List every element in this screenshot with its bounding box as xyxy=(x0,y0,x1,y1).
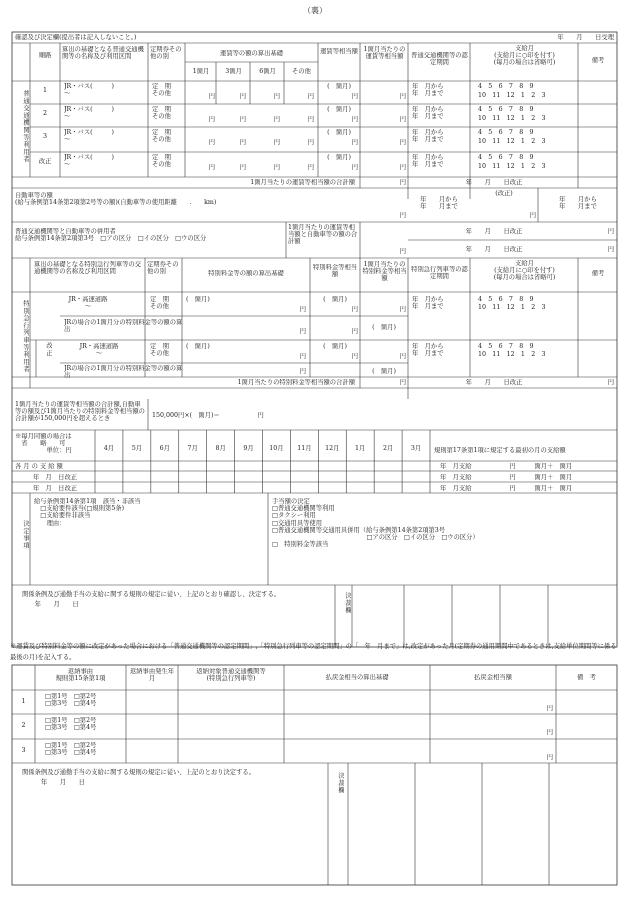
schedule-month-header: 12月 xyxy=(325,445,340,452)
page-title: （裏） xyxy=(303,6,327,15)
route-number-header: 順路 xyxy=(38,52,52,59)
schedule-month-header: 10月 xyxy=(269,445,284,452)
refund-reason-header: 返納事由 規則第15条第1項 xyxy=(55,668,106,683)
payment-month-header: 支給月 (支給月に○印を付す) (毎月の場合は省略可) xyxy=(493,45,556,67)
commute-ticket-type: 定 期 その他 xyxy=(152,83,171,98)
vehicle-period-2: 年 月から 年 月まで xyxy=(559,196,597,211)
commute-monthly-yen: 円 xyxy=(399,93,406,100)
commute-equiv-yen: 円 xyxy=(351,139,358,146)
commute-fare-1month-yen: 円 xyxy=(208,93,215,100)
express-remarks-header: 備考 xyxy=(591,270,605,277)
vehicle-revision-yen: 円 xyxy=(529,212,536,219)
commute-fare-1month-yen: 円 xyxy=(208,164,215,171)
pay-line-3: 年 月支給 円 箇月＋ 箇月 xyxy=(440,485,573,492)
schedule-month-header: 11月 xyxy=(297,445,312,452)
commute-period: 年 月から 年 月まで xyxy=(412,129,444,144)
fare-other-header: その他 xyxy=(292,68,311,75)
express-total-label: 1箇月当たりの特別料金等相当額の合計額 xyxy=(237,379,355,386)
refund-remarks-header: 備 考 xyxy=(577,674,596,681)
commute-total-label: 1箇月当たりの運賃等相当額の合計額 xyxy=(250,179,355,186)
commute-ticket-type: 定 期 その他 xyxy=(152,129,171,144)
express-ticket-1: 定 期 その他 xyxy=(150,296,169,311)
rule17-label: 規則第17条第1項に規定する最初の月の支給額 xyxy=(434,447,566,454)
refund-amount-yen: 円 xyxy=(546,705,553,712)
combined-total-yen: 円 xyxy=(399,248,406,255)
jr-months-2: ( 箇月) xyxy=(372,368,396,375)
express-months-row2-2: 10 11 12 1 2 3 xyxy=(478,351,546,358)
schedule-month-header: 5月 xyxy=(131,445,143,452)
commute-fare-1month-yen: 円 xyxy=(208,116,215,123)
schedule-row-monthly: 各 月 の 支 給 額 xyxy=(15,463,63,470)
remarks-header: 備考 xyxy=(591,57,605,64)
commute-months-row1: 4 5 6 7 8 9 xyxy=(478,83,534,90)
commute-row-number: 3 xyxy=(42,133,47,140)
revision-note: ※運賃及び特別料金等の額に改定があった場合における「普通交通機関等の認定期間」,「特別急行列車等の認定期間」の「 年 月まで」は,改定があった月(定期券の通用期間中であるときは,支給単位期間等に係る最後の月)を記入する。 xyxy=(10,643,617,661)
refund-reason-checks: □第1号 □第2号 □第3号 □第4号 xyxy=(45,742,97,757)
commute-row-number: 2 xyxy=(42,110,47,117)
confirmation-text: 関係条例及び通勤手当の支給に関する規則の規定に従い、上記のとおり確認し、決定する。 年 月 日 xyxy=(22,591,281,609)
express-amount-yen-1: 円 xyxy=(351,306,358,313)
jr-yen-1: 円 xyxy=(299,328,306,335)
commute-period: 年 月から 年 月まで xyxy=(412,83,444,98)
refund-basis-header: 払戻金相当の算出基礎 xyxy=(325,674,389,681)
commute-revision-date: 年 月 日改正 xyxy=(465,179,523,186)
express-amount-header: 特別料金等相当額 xyxy=(312,264,358,279)
express-amount-yen-2: 円 xyxy=(351,353,358,360)
express-months-2: ( 箇月) xyxy=(186,343,210,350)
express-period-1: 年 月から 年 月まで xyxy=(412,296,444,311)
schedule-month-header: 4月 xyxy=(103,445,115,452)
refund-reason-checks: □第1号 □第2号 □第3号 □第4号 xyxy=(45,693,97,708)
jr-note-2: JRの場合の1箇月分の特別料金等の額の算出 xyxy=(64,365,183,380)
commute-months: ( 箇月) xyxy=(327,154,351,161)
ticket-type-header: 定期券その他の別 xyxy=(150,46,182,61)
combined-revision-2: 年 月 日改正 xyxy=(465,246,523,253)
commute-fare-3month-yen: 円 xyxy=(239,164,246,171)
commute-fare-6month-yen: 円 xyxy=(273,164,280,171)
express-months-b-2: ( 箇月) xyxy=(323,343,347,350)
express-revision-yen: 円 xyxy=(607,379,614,386)
commute-equiv-yen: 円 xyxy=(351,116,358,123)
combined-revision-1: 年 月 日改正 xyxy=(465,228,523,235)
commute-route: JR・バス( ) 〜 xyxy=(64,154,114,169)
combined-total-label: 1箇月当たりの運賃等相当額と自動車等の額の合計額 xyxy=(288,224,358,246)
express-side-label: 特別急行列車等利用者 xyxy=(22,300,29,373)
commute-months: ( 箇月) xyxy=(327,106,351,113)
schedule-intro: ※毎月同額の場合は 省 略 可 単位：円 xyxy=(15,433,72,455)
commute-fare-6month-yen: 円 xyxy=(273,93,280,100)
express-revision-date: 年 月 日改正 xyxy=(465,379,523,386)
express-total-yen: 円 xyxy=(399,379,406,386)
express-months-b-1: ( 箇月) xyxy=(323,296,347,303)
refund-decision-text: 関係条例及び通勤手当の支給に関する規則の規定に従い、上記のとおり決定する。 年 月 日 xyxy=(22,769,255,787)
combined-revision-yen-2: 円 xyxy=(607,246,614,253)
commute-row-number: 1 xyxy=(42,87,47,94)
commute-months-row1: 4 5 6 7 8 9 xyxy=(478,129,534,136)
approval-label-2: 決裁欄 xyxy=(337,772,344,794)
express-calc-header: 特別料金等の額の算出基礎 xyxy=(208,270,284,277)
commute-months-row2: 10 11 12 1 2 3 xyxy=(478,138,546,145)
vehicle-revision-small: (改正) xyxy=(495,190,513,197)
schedule-month-header: 7月 xyxy=(187,445,198,452)
commute-row-number: 改正 xyxy=(38,158,52,165)
commute-equiv-yen: 円 xyxy=(351,93,358,100)
commute-side-label: 普通交通機関等利用者 xyxy=(22,90,29,163)
schedule-month-header: 2月 xyxy=(382,445,394,452)
express-basis-header: 算出の基礎となる特別急行列車等の交通機関等の名称及び利用区間 xyxy=(34,261,142,276)
commute-period: 年 月から 年 月まで xyxy=(412,106,444,121)
schedule-month-header: 1月 xyxy=(355,445,366,452)
fare-equivalent-header: 運賃等相当額 xyxy=(320,48,358,55)
jr-note-1: JRの場合の1箇月分の特別料金等の額の算出 xyxy=(64,319,183,334)
express-monthly-yen-2: 円 xyxy=(399,353,406,360)
refund-month-header: 返納事由発生年月 xyxy=(129,668,175,683)
confirmation-label: 確認及び決定欄(提出者は記入しないこと。) xyxy=(15,34,137,41)
express-calc-yen-2: 円 xyxy=(299,353,306,360)
commute-fare-other-yen: 円 xyxy=(307,93,314,100)
jr-amount-yen-1: 円 xyxy=(351,328,358,335)
vehicle-amount-label: 自動車等の額 (給与条例第14条第2項第2号等の額)(自動車等の使用距離 . km) xyxy=(15,192,217,207)
commute-months-row1: 4 5 6 7 8 9 xyxy=(478,106,534,113)
commute-monthly-yen: 円 xyxy=(399,139,406,146)
vehicle-amount-yen: 円 xyxy=(399,212,406,219)
combined-revision-yen-1: 円 xyxy=(607,228,614,235)
express-route-1: JR・高速道路 〜 xyxy=(68,296,108,311)
commute-equiv-yen: 円 xyxy=(351,164,358,171)
schedule-month-header: 9月 xyxy=(243,445,254,452)
schedule-row-revision-1: 年 月 日改正 xyxy=(32,474,78,481)
express-monthly-header: 1箇月当たりの特別料金等相当額 xyxy=(362,261,407,283)
decision-left: 給与条例第14条第1項 該当・非該当 □支給要件該当(□規則第5条) □支給要件非該当 理由： xyxy=(34,498,141,527)
approval-label-1: 決裁欄 xyxy=(344,592,351,614)
refund-row-number: 1 xyxy=(21,698,26,705)
vehicle-period: 年 月から 年 月まで xyxy=(420,196,458,211)
refund-row-number: 3 xyxy=(21,747,26,754)
express-monthly-yen-1: 円 xyxy=(399,306,406,313)
commute-route: JR・バス( ) 〜 xyxy=(64,83,114,98)
fare-6month-header: 6箇月 xyxy=(259,68,276,75)
combined-formula: 150,000円×( 箇月)＝ 円 xyxy=(152,412,264,419)
commute-fare-3month-yen: 円 xyxy=(239,93,246,100)
commute-route: JR・バス( ) 〜 xyxy=(64,106,114,121)
commute-fare-other-yen: 円 xyxy=(307,164,314,171)
express-revision-label: 改正 xyxy=(45,342,52,357)
basis-header: 算出の基礎となる普通交通機関等の名称及び利用区間 xyxy=(62,46,144,61)
commute-monthly-yen: 円 xyxy=(399,164,406,171)
commute-fare-1month-yen: 円 xyxy=(208,139,215,146)
refund-row-number: 2 xyxy=(21,722,26,729)
express-payment-header: 支給月 (支給月に○印を付す) (毎月の場合は省略可) xyxy=(493,260,556,282)
refund-target-header: 返納対象普通交通機関等 (特別急行列車等) xyxy=(196,668,266,683)
commute-months: ( 箇月) xyxy=(327,129,351,136)
commute-route: JR・バス( ) 〜 xyxy=(64,129,114,144)
commute-fare-3month-yen: 円 xyxy=(239,139,246,146)
express-months-row2-1: 10 11 12 1 2 3 xyxy=(478,304,546,311)
schedule-month-header: 3月 xyxy=(410,445,422,452)
commute-fare-other-yen: 円 xyxy=(307,116,314,123)
commute-months-row1: 4 5 6 7 8 9 xyxy=(478,154,534,161)
express-period-2: 年 月から 年 月まで xyxy=(412,343,444,358)
commute-fare-other-yen: 円 xyxy=(307,139,314,146)
decision-label: 決定事項 xyxy=(22,520,29,550)
commute-months: ( 箇月) xyxy=(327,83,351,90)
combined-use-label: 普通交通機関等と自動車等の併用者 給与条例第14条第2項第3号 □アの区分 □イの区分 □ウの区分 xyxy=(15,228,207,243)
refund-amount-header: 払戻金相当額 xyxy=(474,674,512,681)
schedule-row-revision-2: 年 月 日改正 xyxy=(32,485,78,492)
commute-months-row2: 10 11 12 1 2 3 xyxy=(478,115,546,122)
decision-right: 手当額の決定 □普通交通機関等利用 □タクシー利用 □交通用具等使用 □普通交通機関等交通用具併用（給与条例第14条第2項第3号 □アの区分 □イの区分 □ウの区分） □ 特別料金等該当 xyxy=(272,498,479,549)
commute-fare-6month-yen: 円 xyxy=(273,139,280,146)
commute-total-yen: 円 xyxy=(399,179,406,186)
commute-period: 年 月から 年 月まで xyxy=(412,154,444,169)
combined-limit-label: 1箇月当たりの運賃等相当額の合計額,自動車等の額及び1箇月当たりの特別料金等相当額の合計額が150,000円を超えるとき xyxy=(15,401,145,423)
commute-period-header: 普通交通機関等の認定期間 xyxy=(411,52,468,67)
fare-calc-header: 運賃等の額の算出基礎 xyxy=(220,50,283,57)
monthly-fare-header: 1箇月当たりの運賃等相当額 xyxy=(363,46,406,61)
express-months-1: ( 箇月) xyxy=(186,296,210,303)
express-route-2: JR・高速道路 〜 xyxy=(79,343,119,358)
jr-yen-2: 円 xyxy=(299,368,306,375)
pay-line-1: 年 月支給 円 箇月＋ 箇月 xyxy=(440,463,573,470)
express-ticket-header: 定期券その他の別 xyxy=(147,261,179,276)
received-date: 年 月 日受理 xyxy=(557,34,614,41)
commute-fare-3month-yen: 円 xyxy=(239,116,246,123)
fare-1month-header: 1箇月 xyxy=(192,68,210,75)
refund-reason-checks: □第1号 □第2号 □第3号 □第4号 xyxy=(45,717,97,732)
commute-ticket-type: 定 期 その他 xyxy=(152,106,171,121)
commute-months-row2: 10 11 12 1 2 3 xyxy=(478,163,546,170)
express-months-row1-2: 4 5 6 7 8 9 xyxy=(478,343,534,350)
express-calc-yen-1: 円 xyxy=(299,306,306,313)
refund-amount-yen: 円 xyxy=(546,729,553,736)
express-period-header: 特別急行列車等の認定期間 xyxy=(411,266,468,281)
commute-ticket-type: 定 期 その他 xyxy=(152,154,171,169)
commute-fare-6month-yen: 円 xyxy=(273,116,280,123)
express-ticket-2: 定 期 その他 xyxy=(150,343,169,358)
schedule-month-header: 6月 xyxy=(159,445,170,452)
express-months-row1-1: 4 5 6 7 8 9 xyxy=(478,296,534,303)
jr-months-1: ( 箇月) xyxy=(372,324,396,331)
refund-amount-yen: 円 xyxy=(546,754,553,761)
commute-months-row2: 10 11 12 1 2 3 xyxy=(478,92,546,99)
pay-line-2: 年 月支給 円 箇月＋ 箇月 xyxy=(440,474,573,481)
commute-monthly-yen: 円 xyxy=(399,116,406,123)
schedule-month-header: 8月 xyxy=(215,445,226,452)
fare-3month-header: 3箇月 xyxy=(225,68,242,75)
